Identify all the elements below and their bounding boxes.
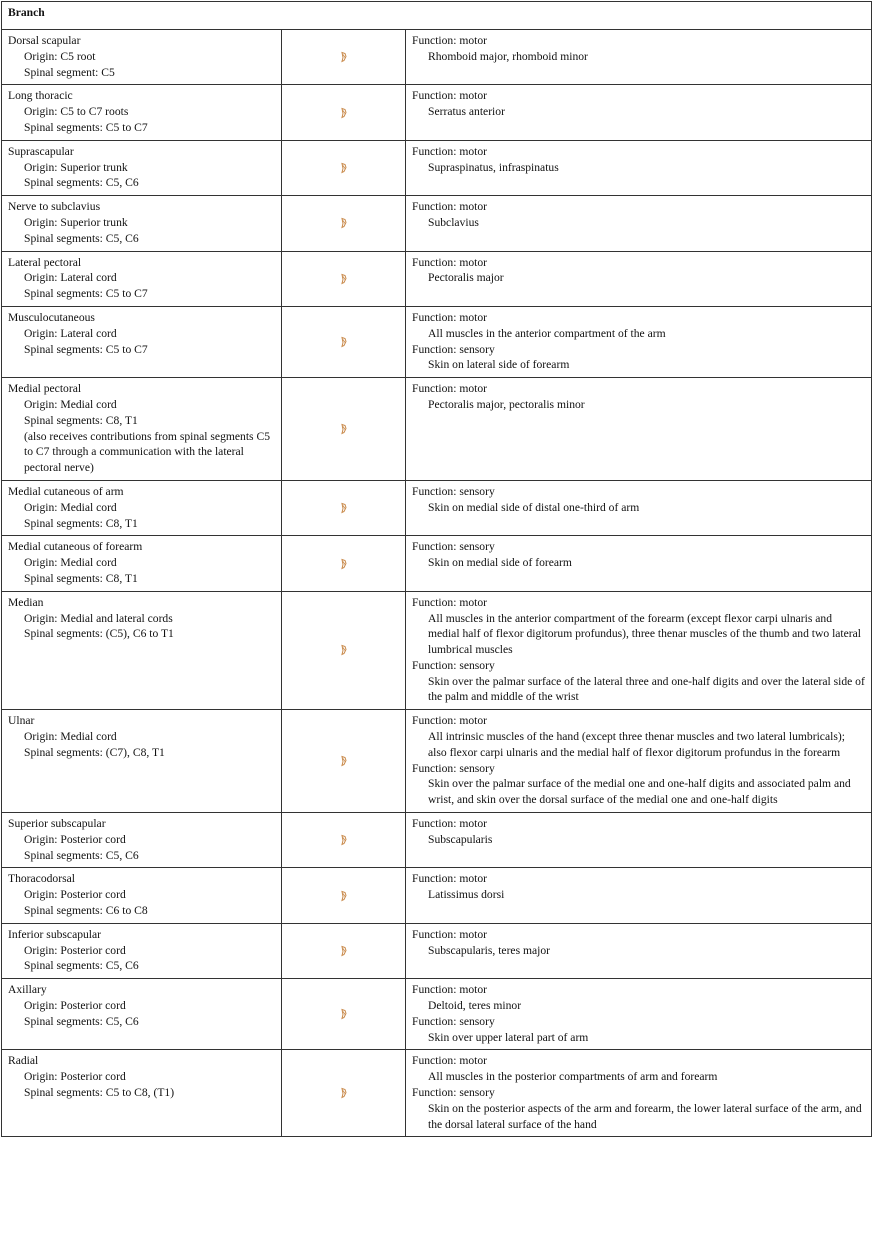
header-cell [2, 2, 872, 30]
branch-detail: Origin: Medial and lateral cords [24, 611, 173, 625]
function-cell [406, 536, 872, 591]
thumbnail-cell [282, 30, 406, 85]
function-detail: Rhomboid major, rhomboid minor [428, 49, 588, 63]
branch-cell [2, 140, 282, 195]
function-type: Function: motor [412, 714, 488, 728]
branch-cell [2, 306, 282, 377]
function-detail: Skin over the palmar surface of the lateral three and one-half digits and over the lateral side of the palm and middle of the wrist [428, 674, 865, 704]
branch-cell [2, 813, 282, 868]
branch-detail: Origin: C5 root [24, 49, 96, 63]
table-row [2, 813, 872, 868]
branch-cell [2, 85, 282, 140]
branch-name: Dorsal scapular [8, 34, 81, 47]
function-cell [406, 979, 872, 1050]
branch-detail: Origin: Lateral cord [24, 271, 117, 285]
function-cell [406, 813, 872, 868]
branch-cell [2, 710, 282, 813]
function-type: Function: motor [412, 200, 488, 214]
branch-detail: Spinal segments: C6 to C8 [24, 904, 148, 918]
branch-detail: Spinal segments: C5 to C7 [24, 342, 148, 356]
nerve-thumbnail-icon [340, 756, 348, 767]
function-type: Function: sensory [412, 1086, 495, 1100]
branch-detail: Spinal segments: C5, C6 [24, 959, 139, 973]
branch-detail: Spinal segments: (C7), C8, T1 [24, 745, 165, 759]
branch-detail: Origin: Posterior cord [24, 999, 126, 1013]
function-cell [406, 591, 872, 710]
branch-detail: Spinal segments: (C5), C6 to T1 [24, 627, 174, 641]
thumbnail-cell [282, 196, 406, 251]
branch-detail: Origin: Medial cord [24, 556, 117, 570]
nerve-thumbnail-icon [340, 52, 348, 63]
branch-detail: Spinal segments: C5, C6 [24, 1014, 139, 1028]
thumbnail-cell [282, 306, 406, 377]
branch-cell [2, 591, 282, 710]
branch-detail: Origin: C5 to C7 roots [24, 105, 129, 119]
table-row [2, 480, 872, 535]
branch-detail: Origin: Lateral cord [24, 326, 117, 340]
nerve-thumbnail-icon [340, 946, 348, 957]
branch-detail: Origin: Superior trunk [24, 160, 128, 174]
function-cell [406, 378, 872, 481]
branch-cell [2, 979, 282, 1050]
branch-cell [2, 196, 282, 251]
thumbnail-cell [282, 378, 406, 481]
branch-detail: (also receives contributions from spinal segments C5 to C7 through a communication with the lateral pectoral nerve) [24, 429, 270, 475]
branch-name: Inferior subscapular [8, 927, 102, 941]
table-row [2, 979, 872, 1050]
branch-detail: Spinal segments: C5 to C7 [24, 120, 148, 134]
branch-detail: Spinal segments: C5 to C8, (T1) [24, 1086, 175, 1100]
branch-name: Suprascapular [8, 144, 74, 158]
branch-detail: Origin: Medial cord [24, 500, 117, 514]
nerve-thumbnail-icon [340, 162, 348, 173]
function-cell [406, 306, 872, 377]
function-cell [406, 251, 872, 306]
branch-detail: Spinal segments: C5, C6 [24, 231, 139, 245]
thumbnail-cell [282, 251, 406, 306]
thumbnail-cell [282, 813, 406, 868]
function-detail: Deltoid, teres minor [428, 999, 522, 1013]
function-type: Function: motor [412, 595, 488, 609]
thumbnail-cell [282, 536, 406, 591]
thumbnail-cell [282, 710, 406, 813]
function-type: Function: motor [412, 927, 488, 941]
function-detail: Pectoralis major, pectoralis minor [428, 397, 585, 411]
thumbnail-cell [282, 868, 406, 923]
table-row [2, 923, 872, 978]
thumbnail-cell [282, 85, 406, 140]
table-row [2, 536, 872, 591]
branch-cell [2, 251, 282, 306]
branch-detail: Spinal segments: C8, T1 [24, 571, 138, 585]
function-type: Function: motor [412, 1054, 488, 1068]
function-detail: All muscles in the anterior compartment of the forearm (except flexor carpi ulnaris and medial half of flexor digitorum profundus), three thenar muscles of the thumb and two lateral lumbrical muscles [428, 611, 862, 657]
branch-name: Superior subscapular [8, 817, 106, 831]
function-type: Function: sensory [412, 1014, 495, 1028]
nerve-thumbnail-icon [340, 645, 348, 656]
branch-name: Medial pectoral [8, 382, 82, 396]
function-detail: Supraspinatus, infraspinatus [428, 160, 559, 174]
thumbnail-cell [282, 979, 406, 1050]
function-detail: Skin over the palmar surface of the medial one and one-half digits and associated palm and wrist, and skin over the dorsal surface of the medial one and one-half digits [428, 777, 851, 807]
function-cell [406, 480, 872, 535]
branch-detail: Spinal segments: C5, C6 [24, 176, 139, 190]
branch-name: Median [8, 595, 44, 609]
branch-detail: Spinal segments: C8, T1 [24, 516, 138, 530]
thumbnail-cell [282, 140, 406, 195]
branch-cell [2, 923, 282, 978]
branch-name: Musculocutaneous [8, 310, 95, 324]
function-detail: Serratus anterior [428, 105, 505, 119]
nerve-thumbnail-icon [340, 890, 348, 901]
nerve-thumbnail-icon [340, 218, 348, 229]
function-detail: Subscapularis [428, 832, 493, 846]
function-cell [406, 196, 872, 251]
thumbnail-cell [282, 1050, 406, 1137]
nerve-thumbnail-icon [340, 835, 348, 846]
branch-cell [2, 1050, 282, 1137]
thumbnail-cell [282, 480, 406, 535]
function-detail: Latissimus dorsi [428, 888, 505, 902]
nerve-thumbnail-icon [340, 1009, 348, 1020]
nerve-thumbnail-icon [340, 273, 348, 284]
thumbnail-cell [282, 591, 406, 710]
function-cell [406, 923, 872, 978]
table-row [2, 378, 872, 481]
branch-name: Thoracodorsal [8, 872, 75, 886]
function-detail: Pectoralis major [428, 271, 504, 285]
function-type: Function: motor [412, 983, 488, 997]
branch-cell [2, 378, 282, 481]
brachial-plexus-branches-table [1, 1, 872, 1137]
branch-detail: Spinal segment: C5 [24, 65, 115, 79]
function-type: Function: sensory [412, 540, 495, 554]
branch-name: Medial cutaneous of arm [8, 484, 124, 498]
function-type: Function: motor [412, 382, 488, 396]
function-detail: Skin on lateral side of forearm [428, 358, 570, 372]
function-detail: All intrinsic muscles of the hand (except three thenar muscles and two lateral lumbricals); also flexor carpi ulnaris and the medial half of flexor digitorum profundus in the forearm [428, 730, 845, 759]
function-detail: Skin on medial side of forearm [428, 556, 572, 570]
function-detail: Subscapularis, teres major [428, 943, 551, 957]
branch-detail: Origin: Posterior cord [24, 832, 126, 846]
branch-name: Lateral pectoral [8, 255, 82, 269]
table-row [2, 140, 872, 195]
function-detail: All muscles in the anterior compartment of the arm [428, 326, 666, 340]
function-cell [406, 1050, 872, 1137]
function-cell [406, 140, 872, 195]
function-type: Function: motor [412, 34, 488, 47]
thumbnail-cell [282, 923, 406, 978]
branch-name: Axillary [8, 983, 47, 997]
function-type: Function: motor [412, 89, 488, 103]
function-type: Function: sensory [412, 658, 495, 672]
branch-detail: Origin: Superior trunk [24, 215, 128, 229]
branch-detail: Spinal segments: C5 to C7 [24, 287, 148, 301]
nerve-thumbnail-icon [340, 337, 348, 348]
function-cell [406, 710, 872, 813]
function-cell [406, 30, 872, 85]
branch-cell [2, 868, 282, 923]
branch-detail: Spinal segments: C8, T1 [24, 413, 138, 427]
branch-cell [2, 536, 282, 591]
function-detail: Subclavius [428, 215, 479, 229]
nerve-thumbnail-icon [340, 424, 348, 435]
function-cell [406, 868, 872, 923]
function-type: Function: motor [412, 144, 488, 158]
function-detail: Skin over upper lateral part of arm [428, 1030, 589, 1044]
branch-name: Medial cutaneous of forearm [8, 540, 143, 554]
function-type: Function: motor [412, 817, 488, 831]
branch-name: Ulnar [8, 714, 35, 728]
branch-detail: Origin: Posterior cord [24, 1070, 126, 1084]
branch-cell [2, 480, 282, 535]
table-row [2, 196, 872, 251]
function-type: Function: motor [412, 872, 488, 886]
table-row [2, 1050, 872, 1137]
branch-detail: Origin: Posterior cord [24, 943, 126, 957]
nerve-thumbnail-icon [340, 558, 348, 569]
table-row [2, 306, 872, 377]
branch-detail: Origin: Medial cord [24, 730, 117, 744]
branch-detail: Spinal segments: C5, C6 [24, 848, 139, 862]
branch-cell [2, 30, 282, 85]
function-detail: Skin on medial side of distal one-third of arm [428, 500, 640, 514]
header-row [2, 2, 872, 30]
branch-name: Radial [8, 1054, 39, 1068]
function-type: Function: sensory [412, 484, 495, 498]
nerve-thumbnail-icon [340, 503, 348, 514]
nerve-thumbnail-icon [340, 107, 348, 118]
branch-detail: Origin: Medial cord [24, 397, 117, 411]
function-cell [406, 85, 872, 140]
function-type: Function: sensory [412, 342, 495, 356]
header-label: Branch [8, 6, 45, 19]
table-row [2, 591, 872, 710]
table-row [2, 30, 872, 85]
table-row [2, 868, 872, 923]
branch-detail: Origin: Posterior cord [24, 888, 126, 902]
table-row [2, 710, 872, 813]
function-type: Function: motor [412, 255, 488, 269]
function-detail: All muscles in the posterior compartments of arm and forearm [428, 1070, 718, 1084]
branch-name: Nerve to subclavius [8, 200, 101, 214]
function-detail: Skin on the posterior aspects of the arm and forearm, the lower lateral surface of the arm, and the dorsal lateral surface of the hand [428, 1101, 862, 1131]
branch-name: Long thoracic [8, 89, 73, 103]
table-row [2, 251, 872, 306]
function-type: Function: motor [412, 310, 488, 324]
nerve-thumbnail-icon [340, 1088, 348, 1099]
function-type: Function: sensory [412, 761, 495, 775]
table-row [2, 85, 872, 140]
